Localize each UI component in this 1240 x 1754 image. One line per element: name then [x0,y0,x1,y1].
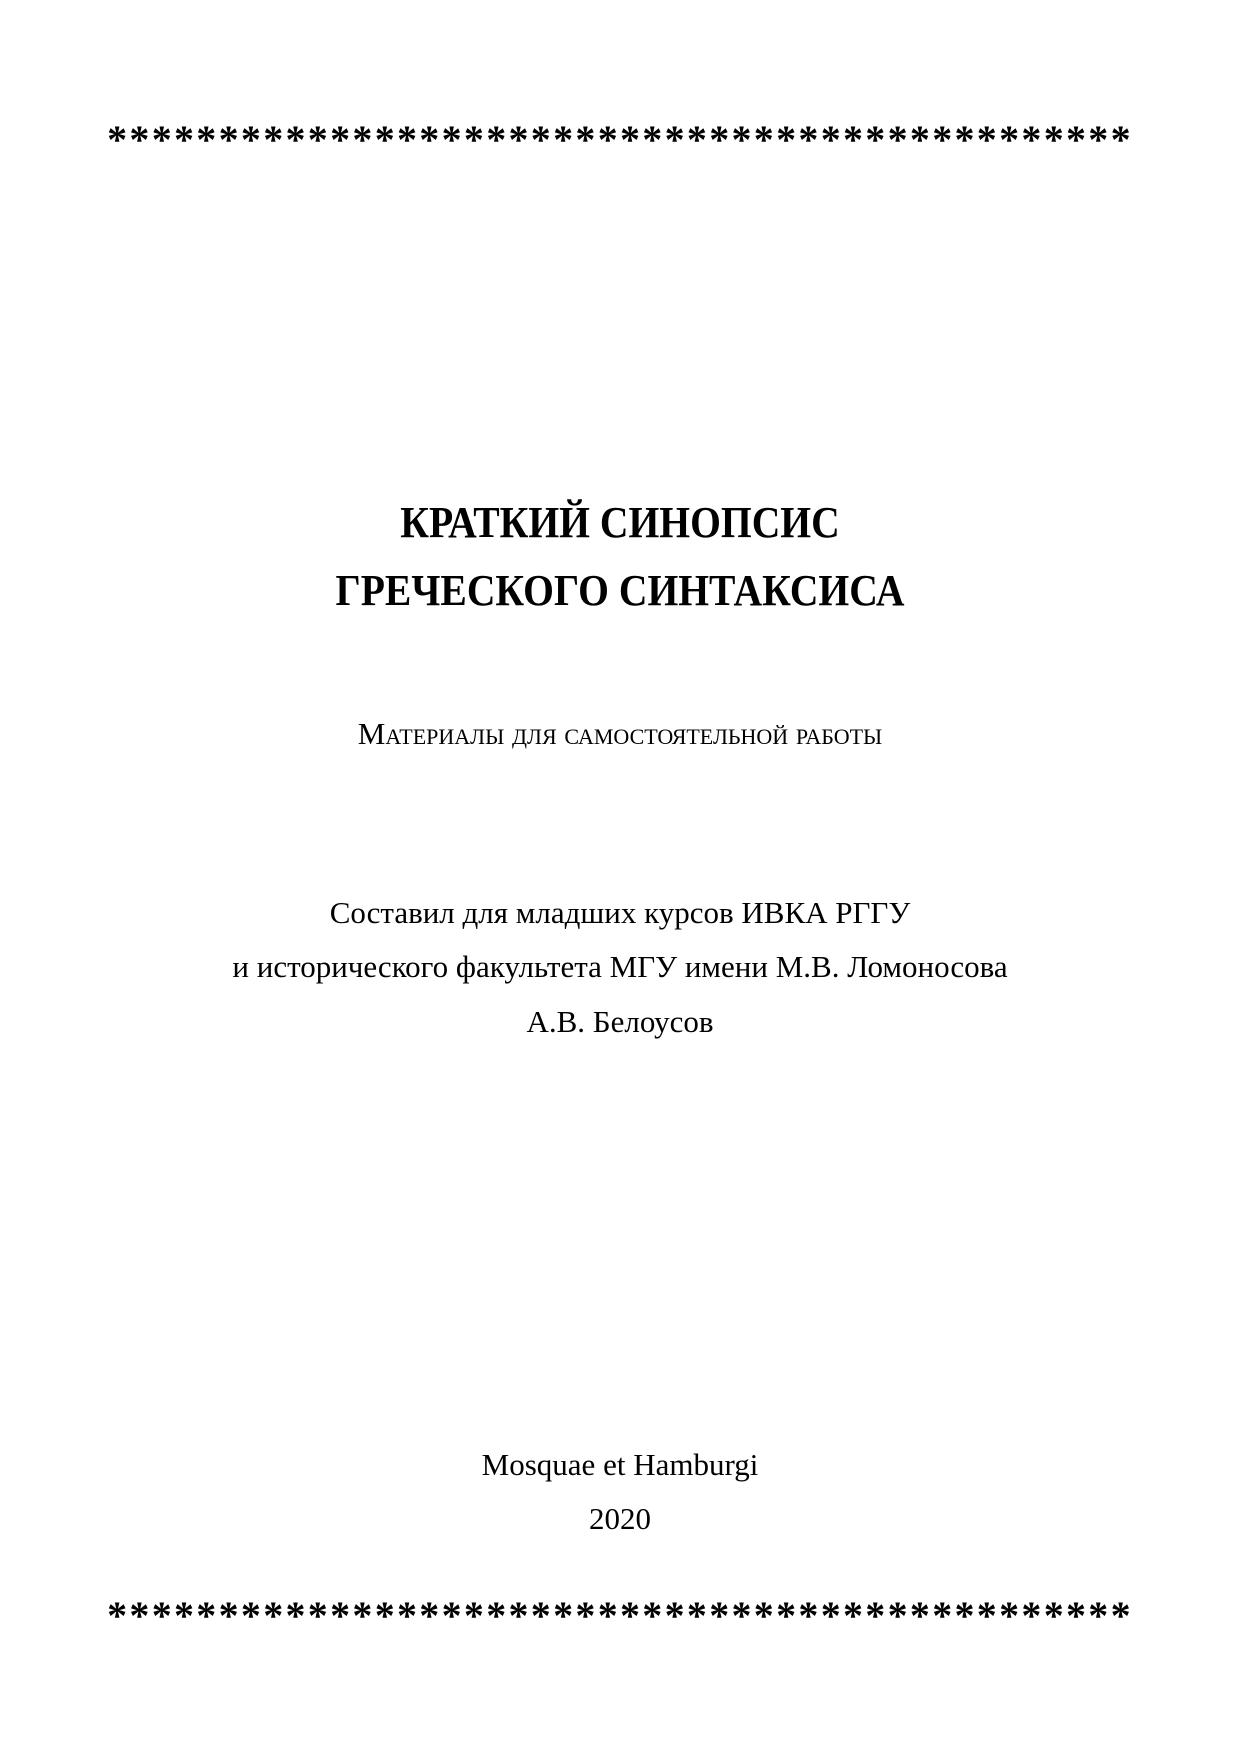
author-name: А.В. Белоусов [526,1004,714,1039]
subtitle: Материалы для самостоятельной работы [357,716,883,751]
bottom-asterisk-divider: ********************************************** [107,1593,1133,1638]
imprint-year: 2020 [589,1501,651,1536]
title-line-1: КРАТКИЙ СИНОПСИС [400,498,840,547]
compiler-line-2: и исторического факультета МГУ имени М.В. Ломоносова [232,949,1008,984]
title-line-2: ГРЕЧЕСКОГО СИНТАКСИСА [335,566,905,615]
top-asterisk-divider: ********************************************** [107,117,1133,162]
imprint-place: Mosquae et Hamburgi [481,1447,759,1482]
compiler-line-1: Составил для младших курсов ИВКА РГГУ [329,895,911,930]
